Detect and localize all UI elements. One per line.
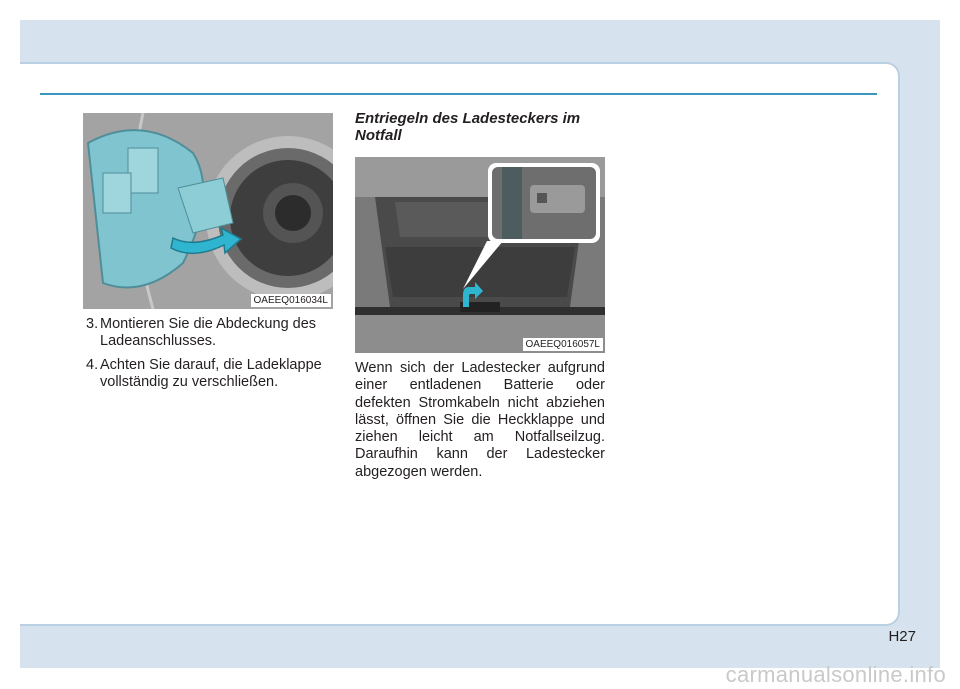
trunk-release-figure bbox=[355, 157, 605, 353]
body-paragraph: Wenn sich der Ladestecker aufgrund einer entladenen Batterie oder defekten Stromkabeln nicht abziehen lässt, öffnen Sie die Heckklappe und ziehen leicht am Notfallseilzug. Daraufhin kann der Ladestecker abgezogen werden. bbox=[355, 360, 605, 480]
figure-code: OAEEQ016057L bbox=[523, 338, 604, 351]
header-rule bbox=[40, 93, 877, 95]
charging-port-figure bbox=[83, 113, 333, 309]
step-item bbox=[83, 316, 335, 350]
step-item bbox=[83, 357, 335, 391]
step-text: Achten Sie darauf, die Ladeklappe vollständig zu verschließen. bbox=[100, 357, 322, 390]
section-title: Entriegeln des Ladesteckers im Notfall bbox=[355, 110, 581, 144]
instruction-steps bbox=[83, 316, 335, 398]
page-number: H27 bbox=[888, 628, 916, 645]
trunk-illustration bbox=[355, 157, 605, 353]
step-number: 4. bbox=[86, 357, 99, 373]
watermark: carmanualsonline.info bbox=[725, 662, 946, 687]
figure-code: OAEEQ016034L bbox=[251, 294, 332, 307]
step-number: 3. bbox=[86, 316, 99, 332]
step-text: Montieren Sie die Abdeckung des Ladeanschlusses. bbox=[100, 316, 317, 349]
charging-port-illustration bbox=[83, 113, 333, 309]
